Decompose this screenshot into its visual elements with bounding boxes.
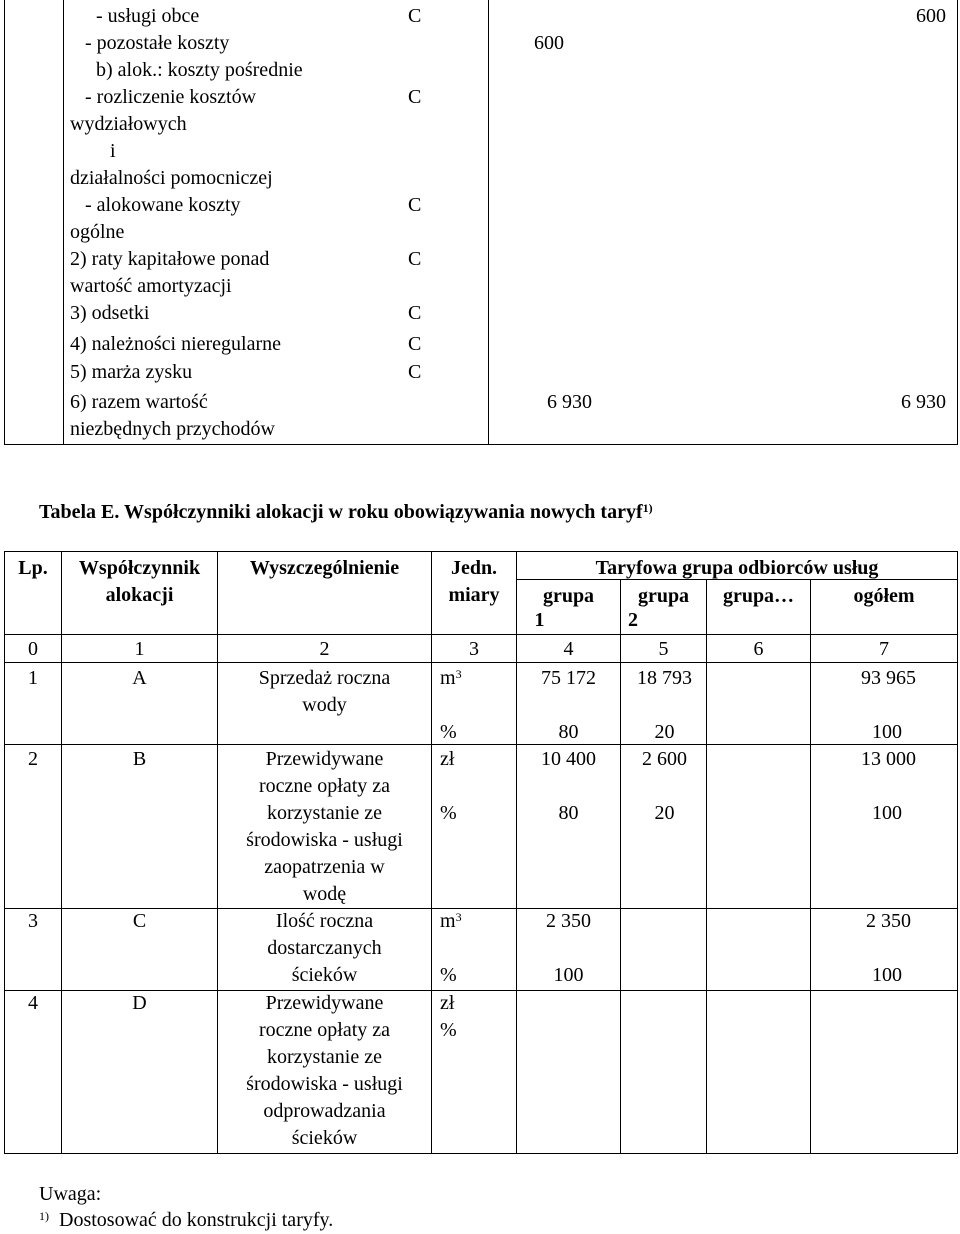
cost-item: wydziałowych xyxy=(70,113,187,135)
header-unit: Jedn. xyxy=(450,557,498,579)
value-600-right: 600 xyxy=(916,5,946,27)
row-description: roczne opłaty za xyxy=(258,1019,391,1041)
col-number: 7 xyxy=(879,638,889,660)
row-group-1-value: 75 172 xyxy=(541,667,596,689)
cost-item: - pozostałe koszty xyxy=(85,32,230,54)
row-description: korzystanie ze xyxy=(267,1046,382,1068)
row-description: ścieków xyxy=(291,1127,358,1149)
cost-item: 4) należności nieregularne xyxy=(70,333,282,355)
row-total-percent: 100 xyxy=(872,802,902,824)
row-description: wody xyxy=(302,694,347,716)
col-number: 4 xyxy=(563,638,574,660)
value-600-left: 600 xyxy=(534,32,564,54)
cost-item: ogólne xyxy=(70,221,125,243)
row-lp: 1 xyxy=(28,667,38,689)
col-number: 0 xyxy=(28,638,38,660)
cost-item: wartość amortyzacji xyxy=(70,275,232,297)
row-unit: % xyxy=(440,1019,457,1041)
value-6930-right: 6 930 xyxy=(901,391,946,413)
cost-item: 6) razem wartość xyxy=(70,391,208,413)
row-description: Przewidywane xyxy=(265,748,384,770)
row-description: wodę xyxy=(302,883,347,905)
cost-item: - usługi obce xyxy=(96,5,200,27)
row-unit: % xyxy=(440,802,457,824)
c-mark: C xyxy=(408,194,422,216)
value-6930-left: 6 930 xyxy=(547,391,592,413)
header-coefficient: Współczynnik xyxy=(78,557,201,579)
cost-item: b) alok.: koszty pośrednie xyxy=(96,59,303,81)
row-group-1-value: 2 350 xyxy=(546,910,591,932)
row-description: Sprzedaż roczna xyxy=(258,667,391,689)
cost-item: 5) marża zysku xyxy=(70,361,193,383)
cost-item: działalności pomocniczej xyxy=(70,167,273,189)
header-group-1: grupa xyxy=(542,585,595,607)
row-total-value: 93 965 xyxy=(861,667,916,689)
header-total: ogółem xyxy=(853,585,915,607)
note-label: Uwaga: xyxy=(39,1183,102,1205)
row-total-value: 13 000 xyxy=(861,748,916,770)
row-lp: 4 xyxy=(28,992,38,1014)
header-coefficient-2: alokacji xyxy=(105,584,174,606)
cost-item: 2) raty kapitałowe ponad xyxy=(70,248,270,270)
row-coefficient: D xyxy=(132,992,147,1014)
row-total-value: 2 350 xyxy=(866,910,911,932)
header-tariff-group: Taryfowa grupa odbiorców usług xyxy=(595,557,879,579)
note-text: $^{1)}$ Dostosować do konstrukcji taryfy. xyxy=(39,1209,334,1231)
row-description: roczne opłaty za xyxy=(258,775,391,797)
row-description: zaopatrzenia w xyxy=(264,856,385,878)
caption-text: Tabela E. Współczynniki alokacji w roku obowiązywania nowych taryf xyxy=(39,501,643,523)
row-group-2-percent: 20 xyxy=(654,721,675,743)
col-number: 1 xyxy=(134,638,145,660)
row-group-2-value: 2 600 xyxy=(642,748,687,770)
col-number: 3 xyxy=(469,638,479,660)
col-number: 5 xyxy=(658,638,669,660)
row-group-1-percent: 80 xyxy=(558,721,579,743)
row-group-1-value: 10 400 xyxy=(541,748,596,770)
row-group-1-percent: 100 xyxy=(553,964,584,986)
row-description: korzystanie ze xyxy=(267,802,382,824)
row-description: dostarczanych xyxy=(267,937,382,959)
row-unit: zł xyxy=(440,748,455,770)
row-unit: $m^3$ xyxy=(440,910,462,932)
header-unit-2: miary xyxy=(448,584,500,606)
row-unit: $m^3$ xyxy=(440,667,462,689)
caption-footnote-ref: 1) xyxy=(642,501,653,515)
cost-item: 3) odsetki xyxy=(70,302,150,324)
row-unit: % xyxy=(440,721,457,743)
row-lp: 3 xyxy=(28,910,38,932)
row-coefficient: C xyxy=(132,910,147,932)
header-group-1-num: 1 xyxy=(534,609,545,631)
c-mark: C xyxy=(408,86,422,108)
header-specification: Wyszczególnienie xyxy=(249,557,400,579)
row-description: ścieków xyxy=(291,964,358,986)
col-number: 6 xyxy=(753,638,764,660)
header-lp: Lp. xyxy=(18,557,48,579)
row-lp: 2 xyxy=(28,748,38,770)
row-coefficient: A xyxy=(132,667,147,689)
cost-item: - alokowane koszty xyxy=(85,194,241,216)
c-mark: C xyxy=(408,361,422,383)
c-mark: C xyxy=(408,5,422,27)
c-mark: C xyxy=(408,248,422,270)
row-description: środowiska - usługi xyxy=(246,829,403,851)
row-description: Przewidywane xyxy=(265,992,384,1014)
cost-item: i xyxy=(110,140,116,162)
header-group-2-num: 2 xyxy=(628,609,638,631)
table-caption xyxy=(39,499,653,526)
header-group-2: grupa xyxy=(637,585,690,607)
c-mark: C xyxy=(408,333,422,355)
note-footnote-ref: 1) xyxy=(39,1209,49,1223)
row-group-2-percent: 20 xyxy=(654,802,675,824)
row-description: odprowadzania xyxy=(263,1100,386,1122)
c-mark: C xyxy=(408,302,422,324)
row-total-percent: 100 xyxy=(872,721,902,743)
row-unit: % xyxy=(440,964,457,986)
row-description: Ilość roczna xyxy=(275,910,374,932)
row-group-2-value: 18 793 xyxy=(637,667,692,689)
cost-item: - rozliczenie kosztów xyxy=(85,86,257,108)
row-total-percent: 100 xyxy=(872,964,902,986)
col-number: 2 xyxy=(319,638,330,660)
row-coefficient: B xyxy=(132,748,147,770)
header-group-n: grupa… xyxy=(722,585,795,607)
row-description: środowiska - usługi xyxy=(246,1073,403,1095)
cost-item: niezbędnych przychodów xyxy=(70,418,275,440)
row-unit: zł xyxy=(440,992,455,1014)
row-group-1-percent: 80 xyxy=(558,802,579,824)
